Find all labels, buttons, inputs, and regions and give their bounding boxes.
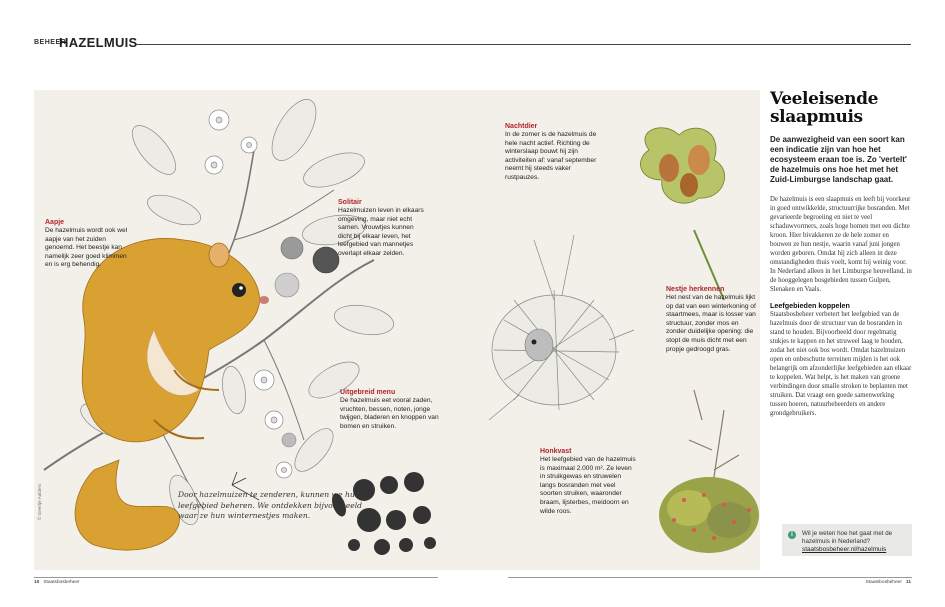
caption-nestje-title: Nestje herkennen (666, 286, 725, 293)
footer-right (866, 580, 911, 585)
caption-honkvast-text: Het leefgebied van de hazelmuis is maximaal 2.000 m². Ze leven in struikgewas en struwelen langs bosranden met veel soorten struiken, waaronder braam, lijsterbes, meidoorn en wilde roos. (540, 456, 636, 515)
article-body-1: De hazelmuis is een slaapmuis en leeft bij voorkeur in goed ontwikkelde, structuurrijke bosranden. Met gevarieerde begroeiing en niet te veel schaduwvormers, zoals hoge bomen met een dichte kroon. Hier bivakkeren ze de hele zomer en bouwen ze hun nestje, waarin vanaf juni jongen worden geboren. Omdat hij zich alleen in deze omstandigheden thuis voelt, komt hij weinig voor. In Nederland alleen in het Limburgse heuvelland, in de hooggelegen bosgebieden tussen Gulpen, Slenaken en Vaals. (770, 196, 912, 293)
caption-menu-title: Uitgebreid menu (340, 389, 396, 396)
caption-nachtdier-text: In de zomer is de hazelmuis de hele nacht actief. Richting de winterslaap bouwt hij zijn activiteiten af: vanaf september neemt hij steeds vaker rustpauzes. (505, 131, 597, 181)
caption-nachtdier-title: Nachtdier (505, 123, 538, 130)
caption-honkvast-title: Honkvast (540, 448, 572, 455)
caption-solitair (338, 198, 426, 259)
article-title: Veeleisende slaapmuis (770, 89, 879, 127)
footer-rule-left (34, 577, 438, 578)
caption-nestje-text: Het nest van de hazelmuis lijkt op dat van een winterkoning of staartmees, maar is losser van structuur, zonder mos en zonder duidelijke opening: die stopt de muis dicht met een propje gedroogd gras. (666, 294, 756, 353)
caption-aapje-text: De hazelmuis wordt ook wel aapje van het zuiden genoemd. Het beestje kan namelijk zeer goed klimmen en is erg behendig. (45, 227, 128, 269)
caption-solitair-text: Hazelmuizen leven in elkaars omgeving, maar niet echt samen. Vrouwtjes kunnen dicht bij elkaar leven, het leefgebied van mannetjes overlapt elkaar zelden. (338, 207, 424, 257)
header-rule (136, 44, 911, 45)
image-credit: © Geertje Aalders (37, 483, 42, 520)
page-number-left: 10 (34, 580, 40, 585)
bush-drawing (659, 390, 759, 553)
footer-left (34, 580, 80, 585)
article-body-2: Staatsbosbeheer verbetert het leefgebied van de hazelmuis door de structuur van de bosranden in stand te houden. Bijvoorbeeld door regelmatig stukjes te kappen en het struweel laag te houden, zodat het niet ook bos wordt. Omdat hazelmuizen open en onbeschutte terreinen mijden is het ook belangrijk om afzonderlijke leefgebieden aan elkaar te koppelen. Wat helpt, is het maken van groene verbindingen door smalle stroken te beplanten met struiken. Dat vraagt een goede samenwerking tussen boeren, natuurbeheerders en andere grondgebruikers. (770, 311, 912, 417)
caption-aapje (45, 218, 133, 270)
article-subheading: Leefgebieden koppelen (770, 301, 850, 310)
botanical-illustration (34, 90, 760, 570)
illustration-panel (34, 90, 760, 570)
publication-left: Staatsbosbeheer (43, 580, 80, 585)
caption-menu-text: De hazelmuis eet vooral zaden, vruchten, bessen, noten, jonge twijgen, bladeren en knoppen van bomen en struiken. (340, 397, 439, 430)
sidebar-article (770, 90, 912, 418)
caption-aapje-title: Aapje (45, 219, 65, 226)
nest-drawing (489, 235, 634, 420)
caption-honkvast (540, 447, 638, 516)
caption-nachtdier (505, 122, 603, 183)
hazelnut-drawing (640, 128, 724, 300)
caption-menu (340, 388, 440, 431)
publication-right: Staatsbosbeheer (865, 580, 902, 585)
caption-nestje (666, 285, 758, 354)
section-title: HAZELMUIS (59, 35, 138, 50)
info-link[interactable]: staatsbosbeheer.nl/hazelmuis (802, 546, 887, 553)
blackberries (275, 237, 339, 447)
section-label: BEHEER (34, 39, 67, 46)
info-icon: i (788, 531, 796, 539)
caption-solitair-title: Solitair (338, 199, 362, 206)
footer-rule-right (508, 577, 912, 578)
article-intro: De aanwezigheid van een soort kan een indicatie zijn van hoe het ecosysteem eraan toe is. Zo 'vertelt' de hazelmuis ons hoe het met het Zuid-Limburgse landschap gaat. (770, 135, 907, 184)
page-header (34, 36, 911, 56)
info-question: Wil je weten hoe het gaat met de hazelmuis in Nederland? (802, 530, 893, 545)
info-box (782, 524, 912, 556)
page-number-right: 11 (905, 580, 911, 585)
nest-mouse (525, 329, 553, 361)
handwritten-note: Door hazelmuizen te zenderen, kunnen we hun leefgebied beheren. We ontdekken bijvoorbeeld waar ze hun winternestjes maken. (178, 490, 363, 520)
